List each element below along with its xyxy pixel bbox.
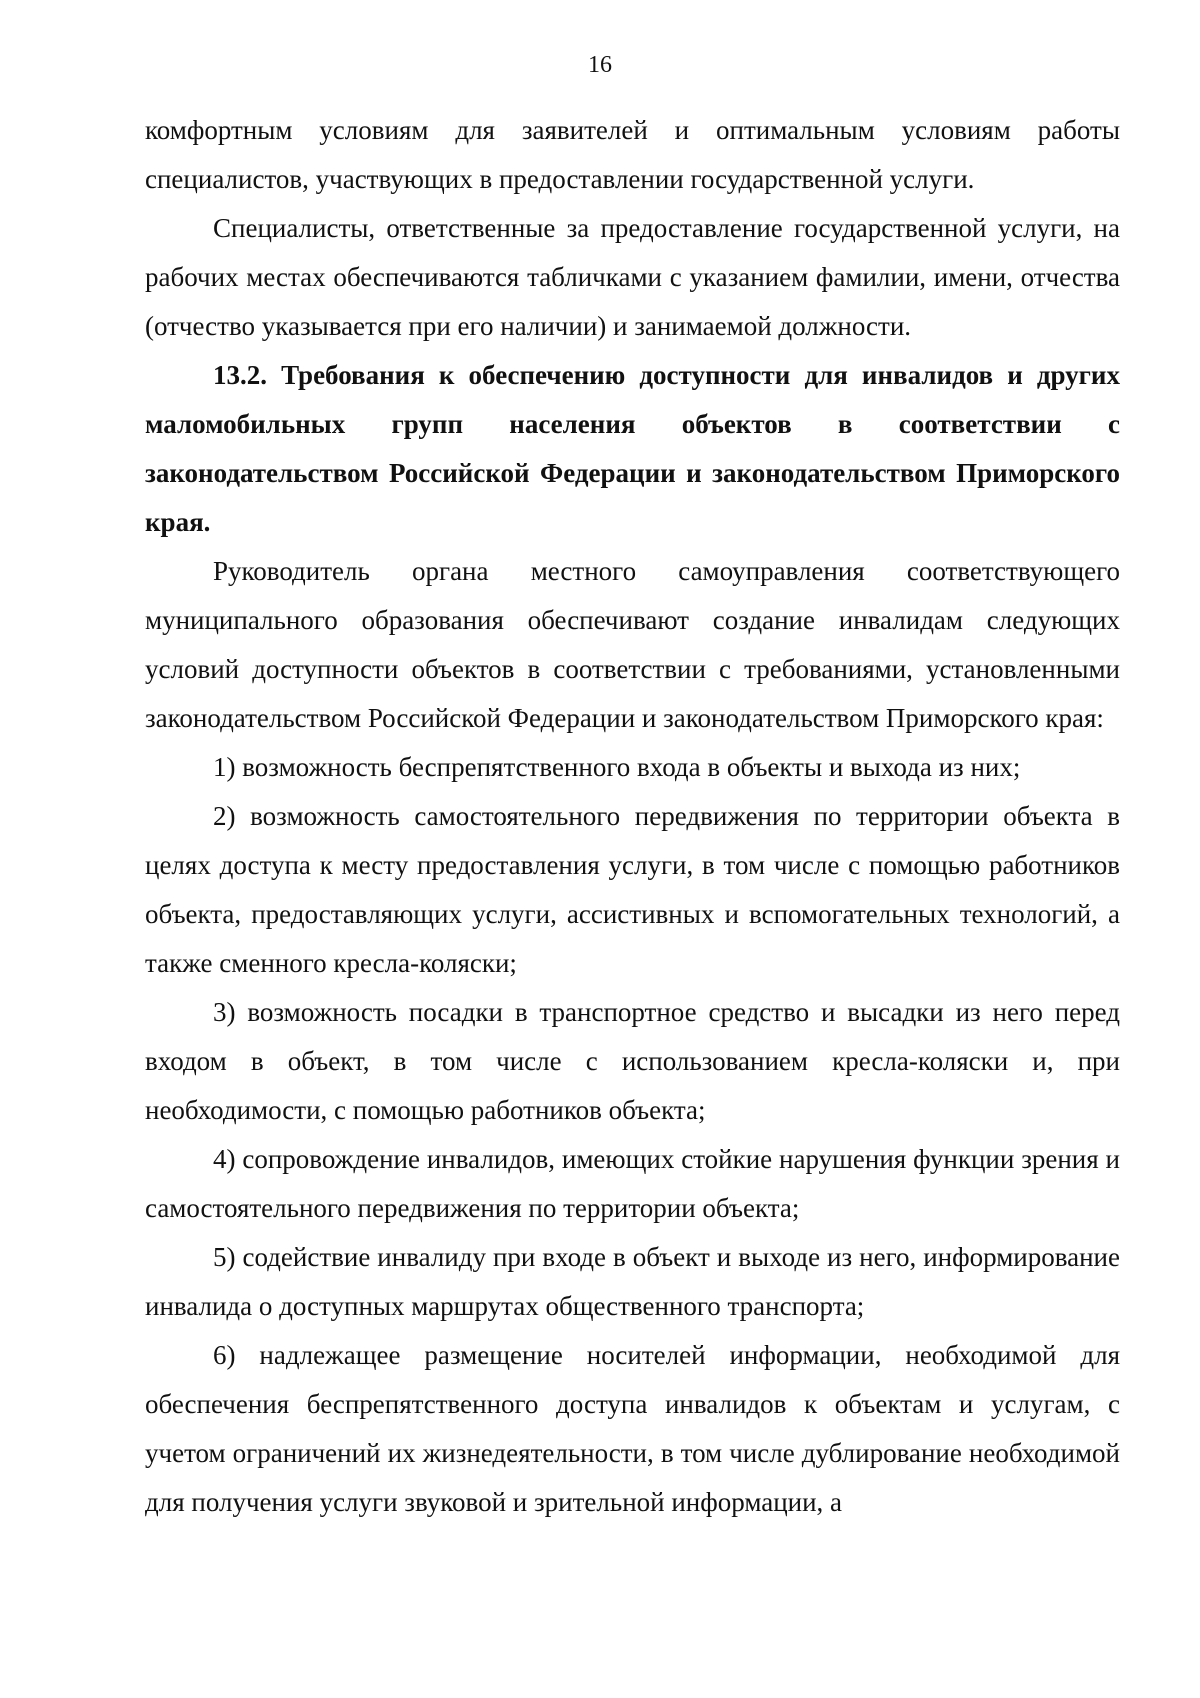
list-item-5: 5) содействие инвалиду при входе в объект и выходе из него, информирование инвалида о доступных маршрутах общественного транспорта; [145, 1242, 1120, 1321]
paragraph-continuation: комфортным условиям для заявителей и оптимальным условиям работы специалистов, участвующих в предоставлении государственной услуги. [145, 115, 1120, 194]
paragraph-specialists: Специалисты, ответственные за предоставление государственной услуги, на рабочих местах обеспечиваются табличками с указанием фамилии, имени, отчества (отчество указывается при его наличии) и занимаемой должности. [145, 213, 1120, 341]
section-heading: 13.2. Требования к обеспечению доступности для инвалидов и других маломобильных групп населения объектов в соответствии с законодательством Российской Федерации и законодательством Приморского края. [145, 360, 1120, 537]
list-item-4: 4) сопровождение инвалидов, имеющих стойкие нарушения функции зрения и самостоятельного передвижения по территории объекта; [145, 1144, 1120, 1223]
list-item-3: 3) возможность посадки в транспортное средство и высадки из него перед входом в объект, в том числе с использованием кресла-коляски и, при необходимости, с помощью работников объекта; [145, 997, 1120, 1125]
document-body [145, 106, 1120, 1527]
list-item-6: 6) надлежащее размещение носителей информации, необходимой для обеспечения беспрепятственного доступа инвалидов к объектам и услугам, с учетом ограничений их жизнедеятельности, в том числе дублирование необходимой для получения услуги звуковой и зрительной информации, а [145, 1340, 1120, 1517]
list-item-1: 1) возможность беспрепятственного входа в объекты и выхода из них; [213, 752, 1021, 782]
page-number: 16 [588, 52, 612, 78]
paragraph-head-of-authority: Руководитель органа местного самоуправления соответствующего муниципального образования обеспечивают создание инвалидам следующих условий доступности объектов в соответствии с требованиями, установленными законодательством Российской Федерации и законодательством Приморского края: [145, 556, 1120, 733]
list-item-2: 2) возможность самостоятельного передвижения по территории объекта в целях доступа к месту предоставления услуги, в том числе с помощью работников объекта, предоставляющих услуги, ассистивных и вспомогательных технологий, а также сменного кресла-коляски; [145, 801, 1120, 978]
